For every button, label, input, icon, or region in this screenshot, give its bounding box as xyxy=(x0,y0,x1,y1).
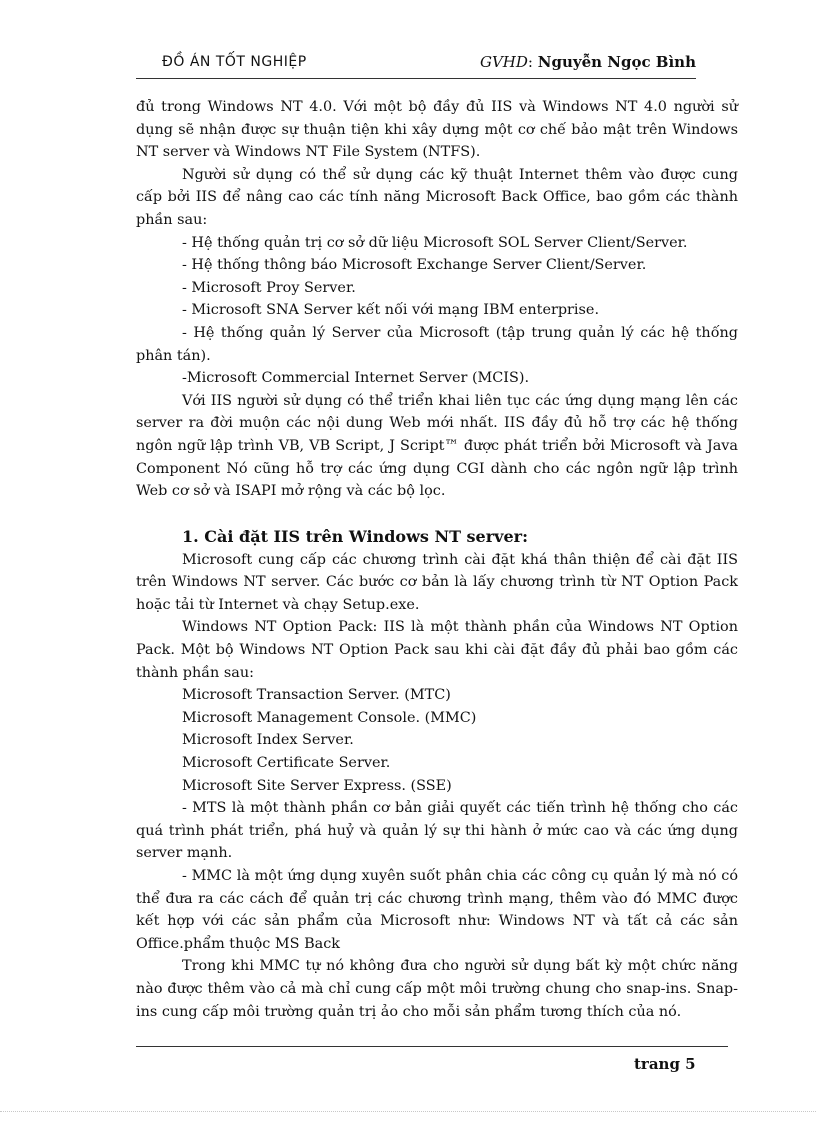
advisor-name: Nguyễn Ngọc Bình xyxy=(537,53,696,71)
list-item: Microsoft Index Server. xyxy=(182,732,354,749)
list-item: Microsoft Certificate Server. xyxy=(182,755,391,772)
page-header xyxy=(136,50,696,79)
page-body xyxy=(136,96,738,1023)
page-number: trang 5 xyxy=(634,1055,696,1073)
advisor-label: GVHD xyxy=(479,53,528,71)
body-paragraph: đủ trong Windows NT 4.0. Với một bộ đầy đủ IIS và Windows NT 4.0 người sử dụng sẽ nhận được sự thuận tiện khi xây dựng một cơ chế bảo mật trên Windows NT server và Windows NT File System (NTFS). xyxy=(136,99,738,161)
list-item: -Microsoft Commercial Internet Server (MCIS). xyxy=(182,370,530,387)
list-item: Microsoft Management Console. (MMC) xyxy=(182,709,477,726)
section-heading: 1. Cài đặt IIS trên Windows NT server: xyxy=(182,526,528,546)
body-paragraph: - MMC là một ứng dụng xuyên suốt phân chia các công cụ quản lý mà nó có thể đưa ra các cách để quản trị các chương trình mạng, thêm vào đó MMC được kết hợp với các sản phẩm của Microsoft như: Windows NT và tất cả các sản Office.phẩm thuộc MS Back xyxy=(136,868,738,952)
header-advisor xyxy=(480,53,696,71)
list-item: Microsoft Site Server Express. (SSE) xyxy=(182,777,452,794)
list-item: Microsoft Transaction Server. (MTC) xyxy=(182,687,451,704)
body-paragraph: Trong khi MMC tự nó không đưa cho người sử dụng bất kỳ một chức năng nào được thêm vào cả mà chỉ cung cấp một môi trường chung cho snap-ins. Snap-ins cung cấp môi trường quản trị ảo cho mỗi sản phẩm tương thích của nó. xyxy=(136,958,738,1020)
list-item: - Hệ thống thông báo Microsoft Exchange Server Client/Server. xyxy=(182,257,647,274)
body-paragraph: Người sử dụng có thể sử dụng các kỹ thuật Internet thêm vào được cung cấp bởi IIS để nâng cao các tính năng Microsoft Back Office, bao gồm các thành phần sau: xyxy=(136,166,738,228)
body-paragraph: - MTS là một thành phần cơ bản giải quyết các tiến trình hệ thống cho các quá trình phát triển, phá huỷ và quản lý sự thi hành ở mức cao và các ứng dụng server mạnh. xyxy=(136,800,738,862)
body-paragraph: Windows NT Option Pack: IIS là một thành phần của Windows NT Option Pack. Một bộ Windows NT Option Pack sau khi cài đặt đầy đủ phải bao gồm các thành phần sau: xyxy=(136,619,738,681)
list-item: - Hệ thống quản lý Server của Microsoft (tập trung quản lý các hệ thống phân tán). xyxy=(136,324,738,364)
list-item: - Microsoft SNA Server kết nối với mạng IBM enterprise. xyxy=(182,302,600,319)
header-title: ĐỒ ÁN TỐT NGHIỆP xyxy=(162,54,307,70)
advisor-separator: : xyxy=(527,53,533,71)
section-gap xyxy=(136,503,738,525)
footer-divider xyxy=(136,1046,728,1047)
list-item: - Microsoft Proy Server. xyxy=(182,279,356,296)
body-paragraph: Microsoft cung cấp các chương trình cài đặt khá thân thiện để cài đặt IIS trên Windows NT server. Các bước cơ bản là lấy chương trình từ NT Option Pack hoặc tải từ Internet và chạy Setup.exe. xyxy=(136,551,738,613)
page-edge-divider xyxy=(0,1111,816,1112)
body-paragraph: Với IIS người sử dụng có thể triển khai liên tục các ứng dụng mạng lên các server ra đời muộn các nội dung Web mới nhất. IIS đầy đủ hỗ trợ các hệ thống ngôn ngữ lập trình VB, VB Script, J Script™ được phát triển bởi Microsoft và Java Component Nó cũng hỗ trợ các ứng dụng CGI dành cho các ngôn ngữ lập trình Web cơ sở và ISAPI mở rộng và các bộ lọc. xyxy=(136,392,738,500)
list-item: - Hệ thống quản trị cơ sở dữ liệu Microsoft SOL Server Client/Server. xyxy=(182,234,688,251)
